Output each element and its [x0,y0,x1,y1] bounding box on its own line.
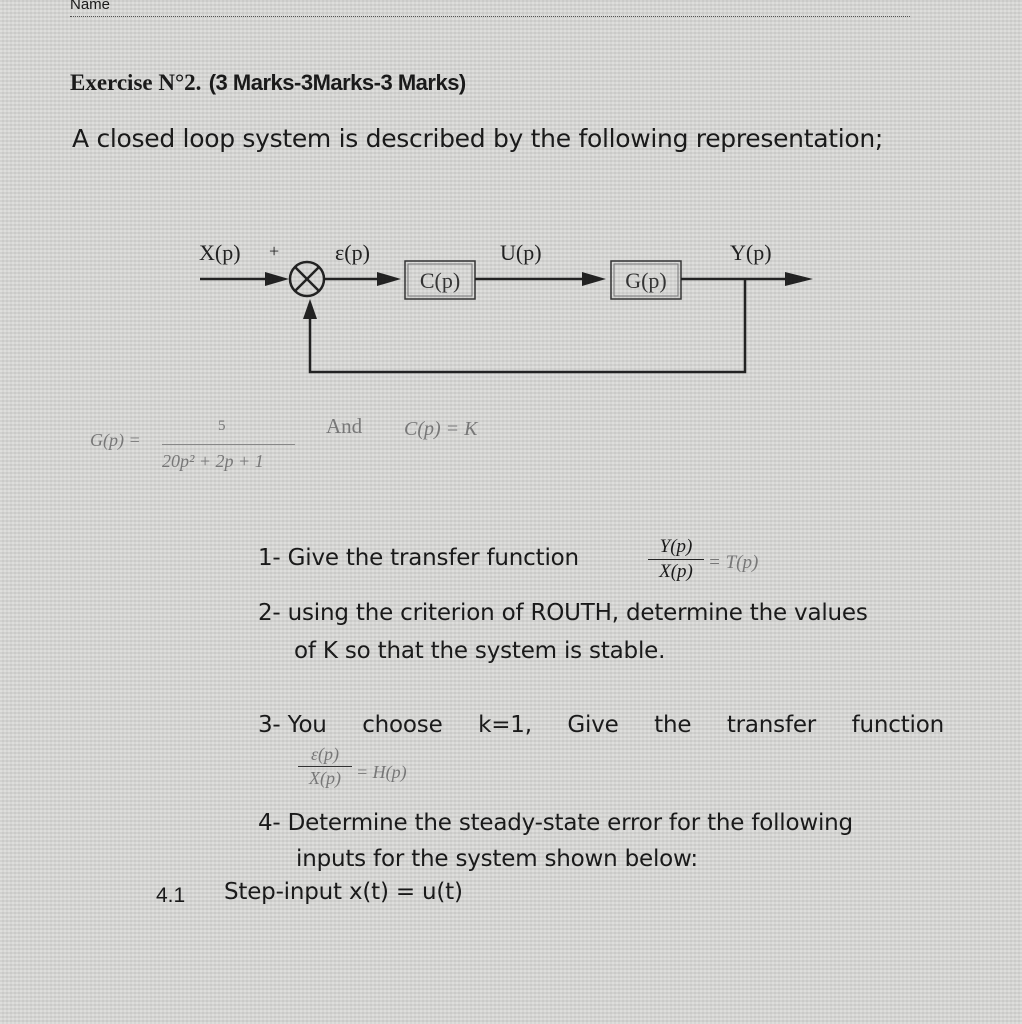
feedback-path [310,279,745,372]
exercise-number: Exercise N°2. [70,70,202,95]
question-4-line-2: inputs for the system shown below: [296,846,698,872]
q3-word: function [851,712,944,738]
question-3-line-1 [258,712,944,738]
q1-denominator: X(p) [659,561,693,582]
question-4-line-1: 4- Determine the steady-state error for the following [258,810,853,836]
name-underline [70,0,910,17]
q3-numerator: ε(p) [310,744,340,764]
gp-label: G(p) = [90,430,141,450]
cp-equation: C(p) = K [404,418,478,440]
gp-fraction-bar [162,444,295,445]
gp-numerator: 5 [218,418,226,434]
exercise-marks: (3 Marks-3Marks-3 Marks) [208,70,466,95]
control-arrowhead [582,272,606,286]
q3-word: the [654,712,692,738]
plus-sign: + [269,241,280,261]
intro-text: A closed loop system is described by the following representation; [72,124,884,153]
q3-word: Give [567,712,619,738]
error-arrowhead [377,272,401,286]
q1-fraction-bar [648,559,704,560]
q3-fraction-bar [298,766,352,767]
q3-rhs: = H(p) [356,762,407,782]
name-label: Name [70,0,111,13]
q1-numerator: Y(p) [659,536,693,557]
subquestion-text: Step-input x(t) = u(t) [224,879,463,905]
error-label: ε(p) [335,240,370,265]
output-label: Y(p) [730,240,772,265]
feedback-arrowhead [303,299,317,319]
q3-denominator: X(p) [309,768,341,788]
q3-word: choose [362,712,443,738]
exercise-title [70,70,466,96]
and-word: And [326,414,363,438]
control-label: U(p) [500,240,542,265]
block-diagram [195,235,825,385]
plant-label: G(p) [625,268,667,293]
subquestion-number: 4.1 [156,884,186,907]
input-label: X(p) [199,240,241,265]
q3-fraction [298,744,352,789]
input-arrowhead [265,272,289,286]
question-2-line-2: of K so that the system is stable. [294,638,666,664]
question-1: 1- Give the transfer function [258,545,579,571]
summing-junction [290,262,324,296]
q3-word: transfer [726,712,817,738]
q1-rhs: = T(p) [708,552,759,573]
output-arrowhead [785,272,813,286]
q3-word: k=1, [478,712,532,738]
q3-word: 3- You [258,712,327,738]
controller-label: C(p) [419,268,461,293]
q1-fraction [648,536,704,583]
gp-denominator: 20p² + 2p + 1 [162,451,264,471]
question-2-line-1: 2- using the criterion of ROUTH, determine the values [258,600,868,626]
